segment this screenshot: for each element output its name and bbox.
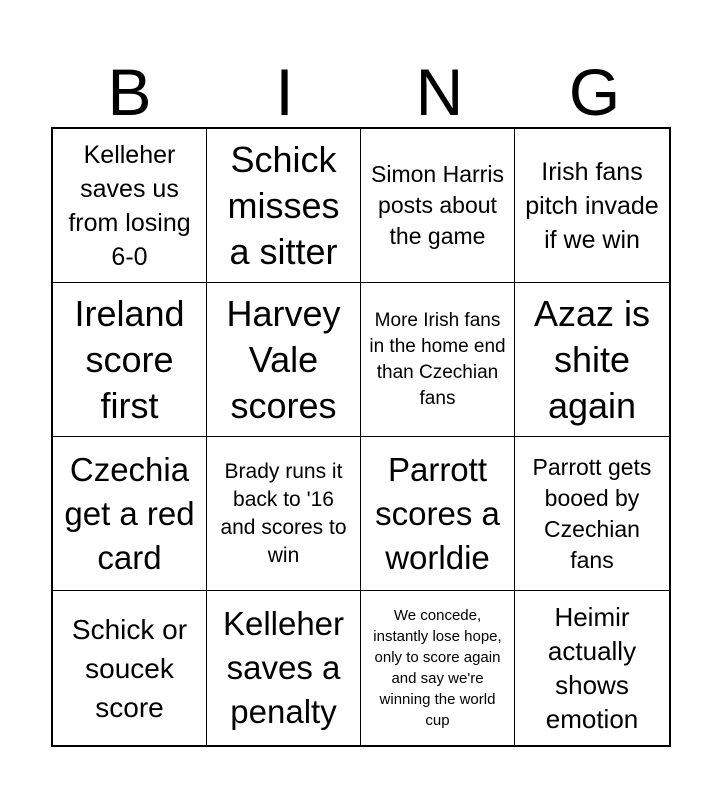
cell-text: Kelleher saves us from losing 6-0 [68, 140, 191, 271]
cell-text: Parrott gets booed by Czechian fans [532, 453, 652, 573]
bingo-cell[interactable] [207, 129, 361, 283]
cell-text: Heimir actually shows emotion [545, 602, 639, 734]
cell-text: Brady runs it back to '16 and scores to win [220, 459, 347, 567]
cell-text: Irish fans pitch invade if we win [525, 157, 659, 254]
bingo-cell[interactable] [53, 591, 207, 745]
cell-text: Simon Harris posts about the game [371, 161, 504, 249]
bingo-cell[interactable] [53, 283, 207, 437]
bingo-cell[interactable] [207, 591, 361, 745]
cell-text: Harvey Vale scores [226, 292, 341, 426]
bingo-title [52, 56, 671, 128]
bingo-cell[interactable] [53, 437, 207, 591]
cell-text: Schick or soucek score [71, 613, 188, 723]
cell-text: Parrott scores a worldie [375, 450, 500, 576]
bingo-cell[interactable] [207, 437, 361, 591]
title-letter-n: N [415, 55, 464, 129]
cell-text: Azaz is shite again [533, 292, 651, 426]
cell-text: Schick misses a sitter [227, 138, 340, 272]
title-letter-b: B [107, 55, 152, 129]
bingo-cell[interactable] [361, 591, 515, 745]
bingo-cell[interactable] [207, 283, 361, 437]
bingo-cell[interactable] [53, 129, 207, 283]
bingo-cell[interactable] [361, 129, 515, 283]
bingo-cell[interactable] [361, 283, 515, 437]
cell-text: We concede, instantly lose hope, only to score again and say we're winning the world cup [373, 607, 502, 729]
title-letter-i: I [275, 55, 294, 129]
bingo-cell[interactable] [515, 437, 669, 591]
bingo-cell[interactable] [515, 591, 669, 745]
bingo-cell[interactable] [515, 283, 669, 437]
bingo-cell[interactable] [515, 129, 669, 283]
cell-text: More Irish fans in the home end than Czechian fans [369, 309, 506, 409]
cell-text: Czechia get a red card [64, 450, 195, 576]
bingo-grid [51, 127, 671, 747]
cell-text: Kelleher saves a penalty [222, 605, 345, 730]
title-letter-g: G [568, 55, 621, 129]
cell-text: Ireland score first [74, 292, 185, 426]
bingo-cell[interactable] [361, 437, 515, 591]
